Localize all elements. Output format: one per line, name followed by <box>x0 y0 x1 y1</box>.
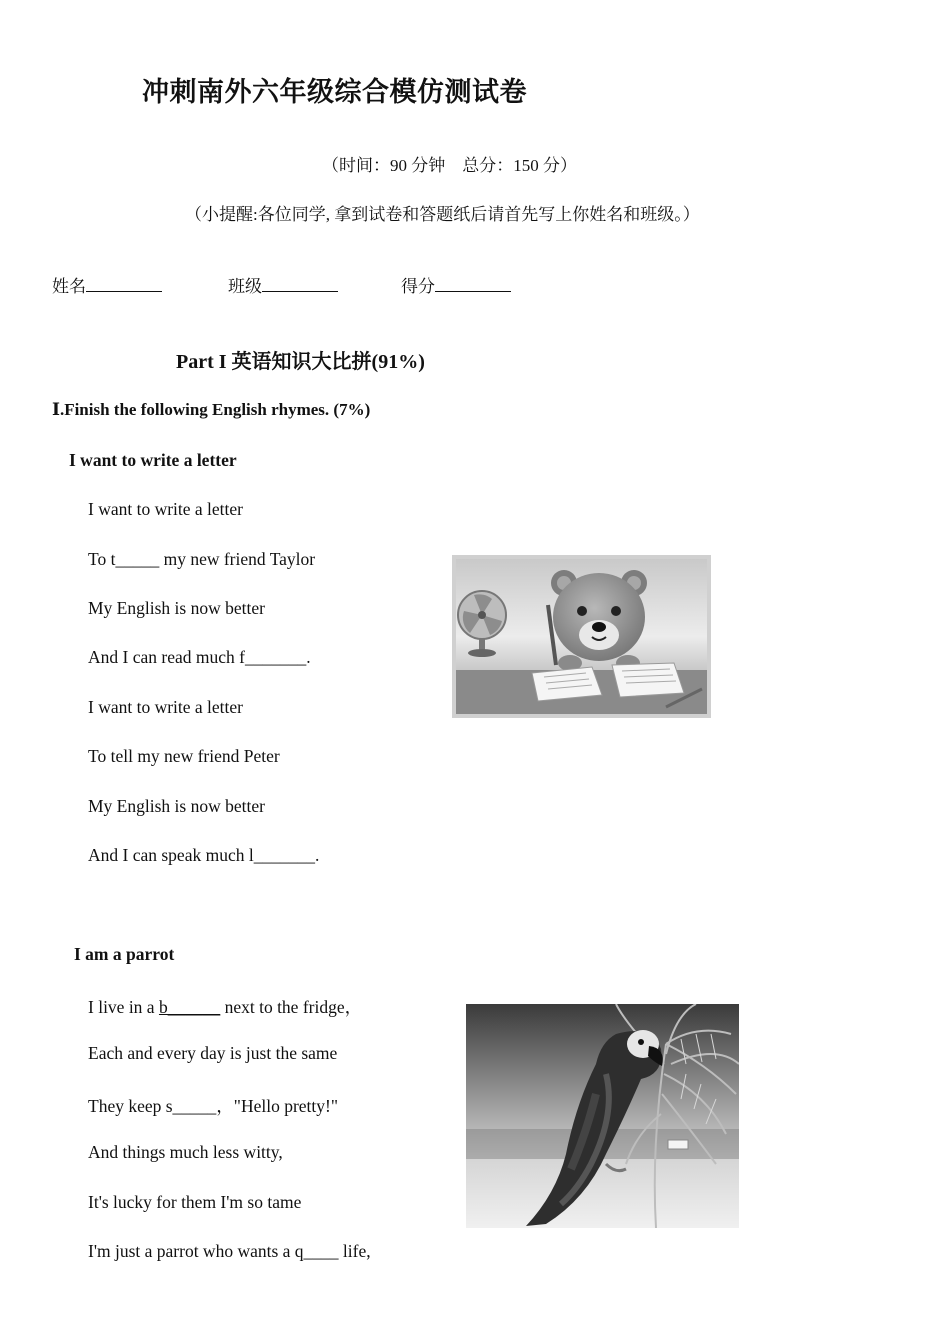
rhyme1-line: I want to write a letter <box>88 499 244 519</box>
score-field <box>401 272 511 297</box>
class-label: 班级 <box>228 277 262 296</box>
parrot-photo <box>466 1004 739 1228</box>
name-label: 姓名 <box>52 277 86 296</box>
rhyme2-line <box>88 994 362 1019</box>
rhyme1-line: My English is now better <box>88 598 265 618</box>
rhyme2-line: It's lucky for them I'm so tame <box>88 1192 302 1212</box>
rhyme1-line: To t_____ my new friend Taylor <box>88 549 316 569</box>
name-blank[interactable] <box>86 277 162 292</box>
part-title: Part I 英语知识大比拼(91%) <box>176 351 425 373</box>
score-blank[interactable] <box>435 277 511 292</box>
class-blank[interactable] <box>262 277 338 292</box>
reminder: （小提醒:各位同学, 拿到试卷和答题纸后请首先写上你姓名和班级。） <box>185 205 700 224</box>
rhyme1-line: To tell my new friend Peter <box>88 746 280 766</box>
page-title: 冲刺南外六年级综合模仿测试卷 <box>142 77 527 108</box>
rhyme1-line: And I can read much f_______. <box>88 647 311 667</box>
class-field <box>228 272 338 297</box>
rhyme2-line1-suffix: next to the fridge， <box>220 997 363 1017</box>
rhyme2-line: Each and every day is just the same <box>88 1043 338 1063</box>
rhyme1-line: My English is now better <box>88 796 265 816</box>
score-label: 得分 <box>401 277 435 296</box>
name-field <box>52 272 162 297</box>
bear-writing-illustration <box>452 555 711 718</box>
rhyme2-line: I'm just a parrot who wants a q____ life, <box>88 1241 371 1261</box>
rhyme1-title: I want to write a letter <box>69 450 237 470</box>
rhyme1-line: And I can speak much l_______. <box>88 845 320 865</box>
rhyme2-line1-prefix: I live in a <box>88 997 159 1017</box>
rhyme2-line: And things much less witty, <box>88 1142 283 1162</box>
rhyme2-line: They keep s_____，"Hello pretty!" <box>88 1096 338 1116</box>
rhyme2-line1-blank: b______ <box>158 997 221 1017</box>
section-title: Ⅰ.Finish the following English rhymes. (7%) <box>52 400 371 419</box>
exam-info: （时间：90 分钟 总分：150 分） <box>322 156 577 175</box>
rhyme2-title: I am a parrot <box>74 944 175 964</box>
rhyme1-line: I want to write a letter <box>88 697 244 717</box>
